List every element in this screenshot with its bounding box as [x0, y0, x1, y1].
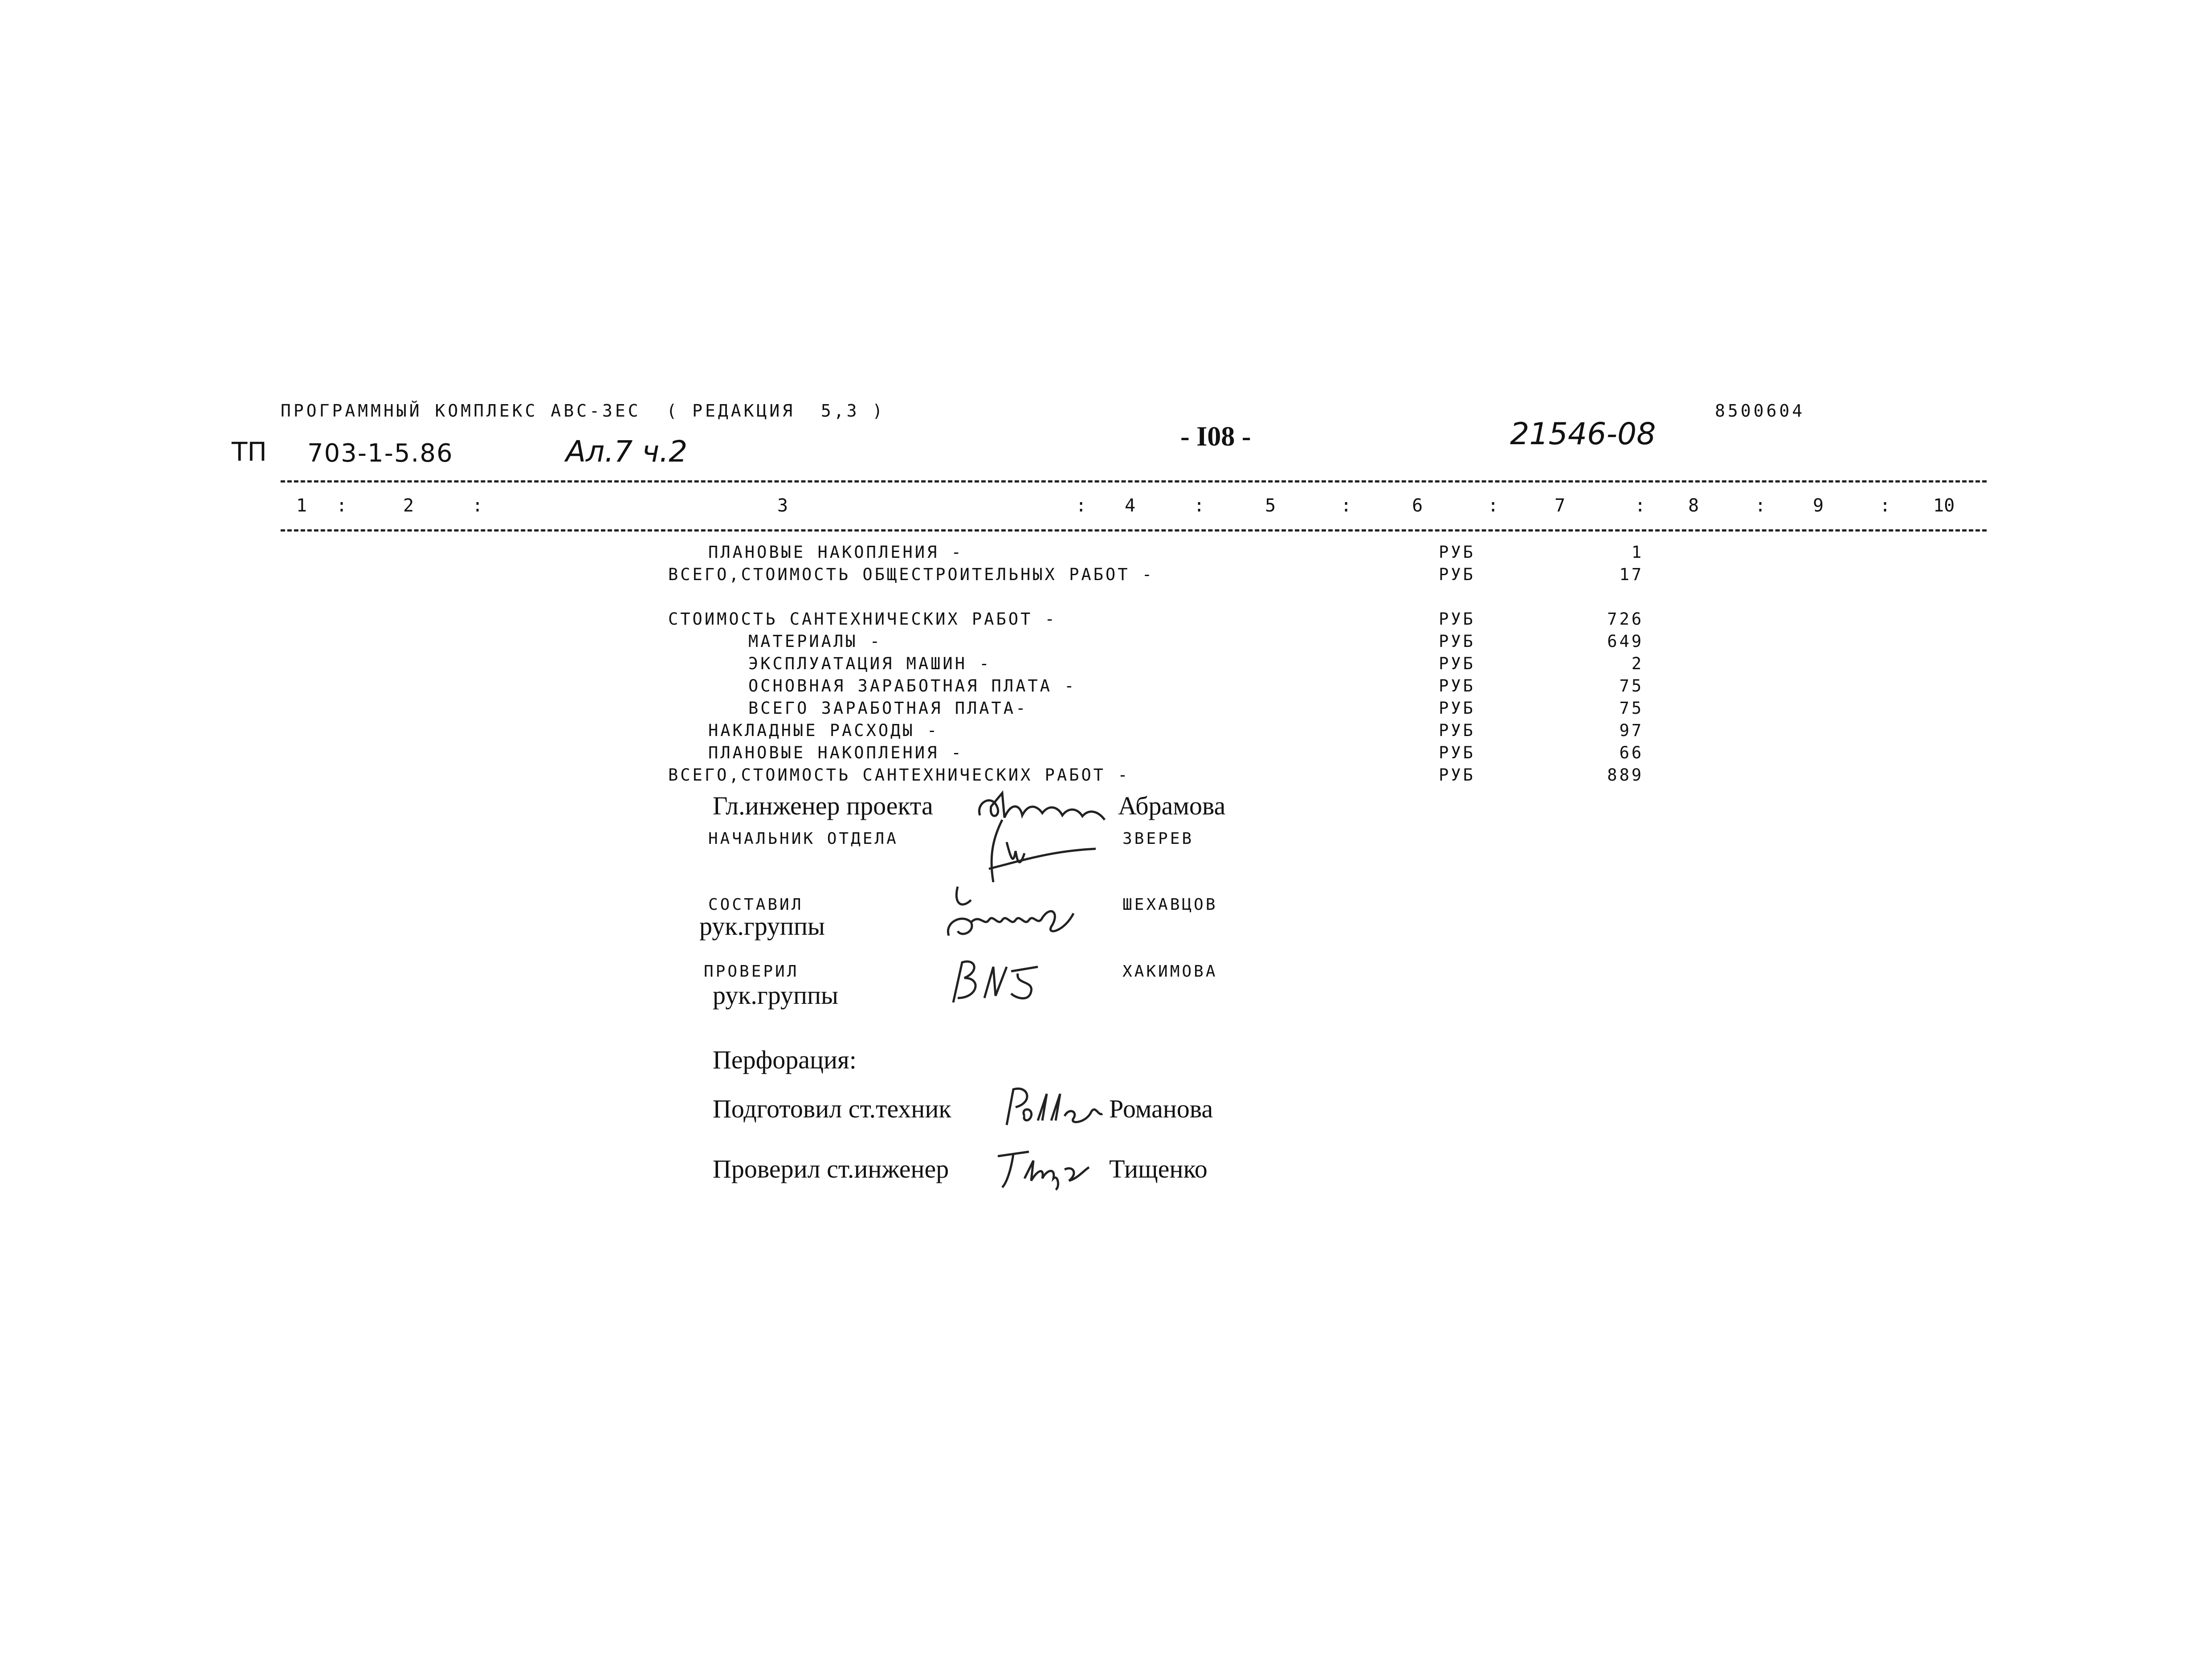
- row-unit: РУБ: [1439, 743, 1475, 762]
- row-text: ВСЕГО,СТОИМОСТЬ ОБЩЕСТРОИТЕЛЬНЫХ РАБОТ -: [668, 565, 1155, 584]
- program-complex-line: ПРОГРАММНЫЙ КОМПЛЕКС АВС-3ЕС ( РЕДАКЦИЯ 5,3 ): [281, 401, 886, 421]
- row-value: 649: [1607, 632, 1644, 651]
- column-separator: :: [336, 495, 347, 516]
- column-header-8: 8: [1688, 495, 1699, 516]
- row-value: 2: [1631, 654, 1644, 673]
- prepared-signature: [998, 1080, 1105, 1129]
- top-dashed-rule: [281, 480, 1987, 483]
- row-text: ВСЕГО ЗАРАБОТНАЯ ПЛАТА-: [748, 699, 1028, 718]
- row-value: 75: [1619, 676, 1644, 695]
- checked-signature: [944, 953, 1047, 1007]
- row-value: 1: [1631, 543, 1644, 562]
- column-separator: :: [1341, 495, 1352, 516]
- column-separator: :: [472, 495, 483, 516]
- bottom-dashed-rule: [281, 529, 1987, 532]
- verified-signature: [989, 1143, 1091, 1192]
- row-value: 889: [1607, 765, 1644, 785]
- row-text: ОСНОВНАЯ ЗАРАБОТНАЯ ПЛАТА -: [748, 676, 1077, 695]
- column-header-9: 9: [1813, 495, 1824, 516]
- perforation-label: Перфорация:: [713, 1045, 857, 1074]
- checked-label: ПРОВЕРИЛ: [704, 962, 799, 981]
- column-separator: :: [1755, 495, 1766, 516]
- column-separator: :: [1635, 495, 1646, 516]
- checked-name: ХАКИМОВА: [1122, 962, 1218, 981]
- tp-number: 703-1-5.86: [307, 439, 453, 468]
- row-text: ПЛАНОВЫЕ НАКОПЛЕНИЯ -: [708, 543, 963, 562]
- compiled-signature: [944, 882, 1087, 945]
- row-value: 17: [1619, 565, 1644, 584]
- document-code: 8500604: [1715, 401, 1805, 421]
- dept-head-name: ЗВЕРЕВ: [1122, 830, 1194, 848]
- compiled-role: рук.группы: [699, 912, 825, 941]
- inventory-number: 21546-08: [1510, 417, 1656, 452]
- column-header-1: 1: [296, 495, 307, 516]
- tp-label: ТП: [232, 437, 267, 467]
- row-value: 75: [1619, 699, 1644, 718]
- compiled-label: СОСТАВИЛ: [708, 896, 804, 914]
- row-value: 97: [1619, 721, 1644, 740]
- column-header-10: 10: [1933, 495, 1955, 516]
- row-unit: РУБ: [1439, 610, 1475, 629]
- column-separator: :: [1194, 495, 1205, 516]
- prepared-label: Подготовил ст.техник: [713, 1094, 951, 1123]
- row-unit: РУБ: [1439, 565, 1475, 584]
- page-number: - I08 -: [1180, 421, 1251, 452]
- row-text: ВСЕГО,СТОИМОСТЬ САНТЕХНИЧЕСКИХ РАБОТ -: [668, 765, 1130, 785]
- column-header-7: 7: [1555, 495, 1566, 516]
- column-separator: :: [1880, 495, 1891, 516]
- row-value: 66: [1619, 743, 1644, 762]
- row-unit: РУБ: [1439, 543, 1475, 562]
- chief-engineer-label: Гл.инженер проекта: [713, 791, 933, 820]
- row-unit: РУБ: [1439, 721, 1475, 740]
- row-text: МАТЕРИАЛЫ -: [748, 632, 882, 651]
- row-unit: РУБ: [1439, 676, 1475, 695]
- row-text: СТОИМОСТЬ САНТЕХНИЧЕСКИХ РАБОТ -: [668, 610, 1057, 629]
- row-unit: РУБ: [1439, 765, 1475, 785]
- column-header-6: 6: [1412, 495, 1423, 516]
- row-unit: РУБ: [1439, 632, 1475, 651]
- row-text: ЭКСПЛУАТАЦИЯ МАШИН -: [748, 654, 992, 673]
- album-label: Ал.7 ч.2: [566, 434, 688, 469]
- dept-head-label: НАЧАЛЬНИК ОТДЕЛА: [708, 830, 898, 848]
- checked-role: рук.группы: [713, 981, 838, 1010]
- column-separator: :: [1488, 495, 1499, 516]
- row-text: НАКЛАДНЫЕ РАСХОДЫ -: [708, 721, 939, 740]
- prepared-name: Романова: [1109, 1094, 1213, 1123]
- column-header-3: 3: [777, 495, 788, 516]
- verified-name: Тищенко: [1109, 1154, 1208, 1183]
- column-header-5: 5: [1265, 495, 1276, 516]
- verified-label: Проверил ст.инженер: [713, 1154, 949, 1183]
- column-separator: :: [1076, 495, 1087, 516]
- row-text: ПЛАНОВЫЕ НАКОПЛЕНИЯ -: [708, 743, 963, 762]
- column-header-2: 2: [403, 495, 414, 516]
- chief-engineer-name: Абрамова: [1118, 791, 1226, 820]
- row-unit: РУБ: [1439, 699, 1475, 718]
- row-value: 726: [1607, 610, 1644, 629]
- column-header-4: 4: [1125, 495, 1136, 516]
- compiled-name: ШЕХАВЦОВ: [1122, 896, 1218, 914]
- row-unit: РУБ: [1439, 654, 1475, 673]
